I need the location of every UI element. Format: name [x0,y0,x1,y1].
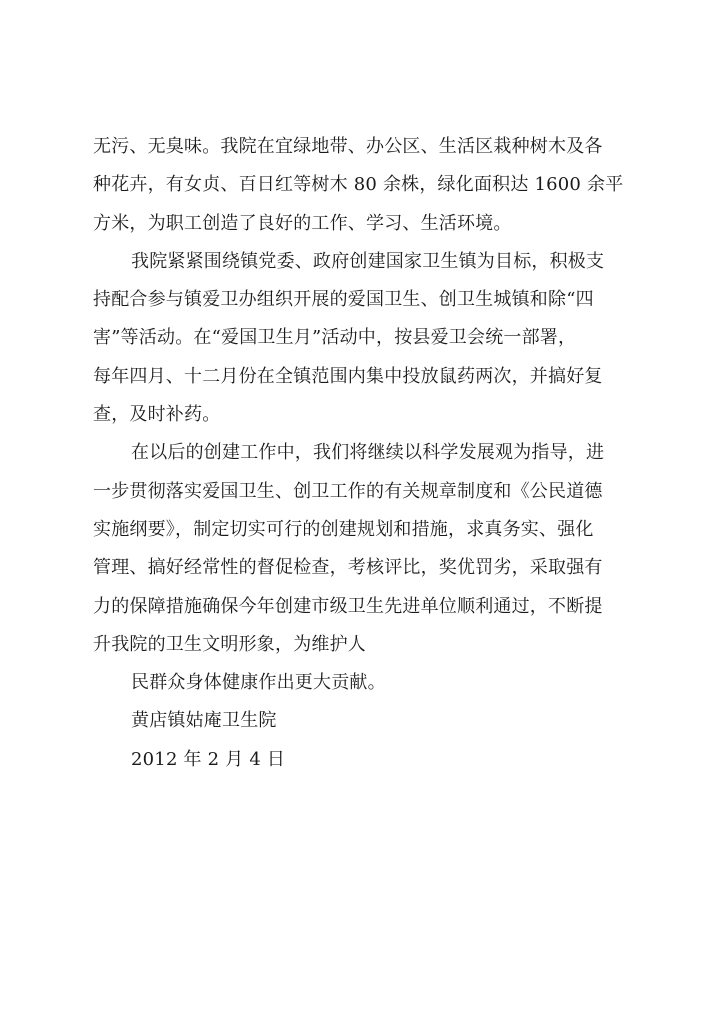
text-line: 种花卉，有女贞、百日红等树木 80 余株，绿化面积达 1600 余平 [93,174,624,196]
paragraph-first-line: 我院紧紧围绕镇党委、政府创建国家卫生镇为目标，积极支 [131,250,605,272]
text-line: 查，及时补药。 [93,404,221,426]
text-line: 力的保障措施确保今年创建市级卫生先进单位顺利通过，不断提 [93,595,603,617]
text-line: 升我院的卫生文明形象，为维护人 [93,633,366,655]
text-line: 实施纲要》，制定切实可行的创建规划和措施，求真务实、强化 [93,518,594,540]
text-line: 害”等活动。在“爱国卫生月”活动中，按县爱卫会统一部署， [93,327,577,349]
text-line: 每年四月、十二月份在全镇范围内集中投放鼠药两次，并搞好复 [93,365,603,387]
paragraph-first-line: 在以后的创建工作中，我们将继续以科学发展观为指导，进 [131,442,605,464]
text-line: 管理、搞好经常性的督促检查，考核评比，奖优罚劣，采取强有 [93,557,603,579]
paragraph-first-line: 民群众身体健康作出更大贡献。 [131,672,386,694]
signature-organization: 黄店镇姑庵卫生院 [131,710,277,732]
signature-date: 2012 年 2 月 4 日 [131,748,286,770]
text-line: 方米，为职工创造了良好的工作、学习、生活环境。 [93,212,512,234]
document-body [93,128,633,779]
text-line: 持配合参与镇爱卫办组织开展的爱国卫生、创卫生城镇和除“四 [93,289,594,311]
text-line: 一步贯彻落实爱国卫生、创卫工作的有关规章制度和《公民道德 [93,480,603,502]
text-line: 无污、无臭味。我院在宜绿地带、办公区、生活区栽种树木及各 [93,136,603,157]
